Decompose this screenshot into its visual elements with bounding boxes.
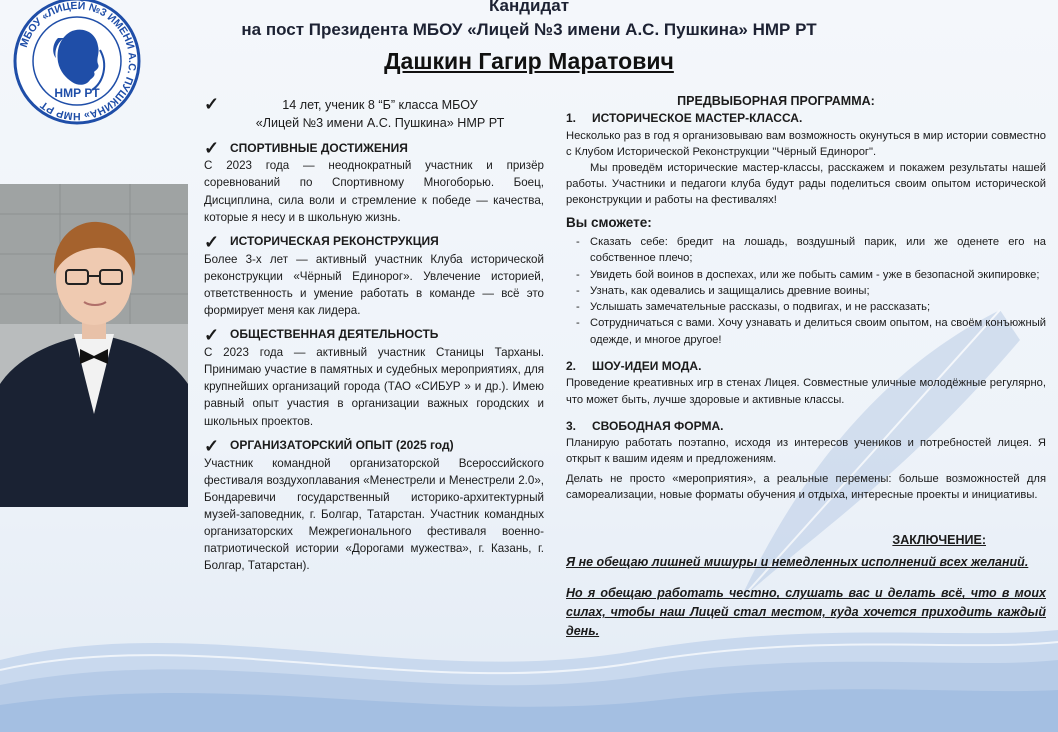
section-title: СПОРТИВНЫЕ ДОСТИЖЕНИЯ	[230, 140, 408, 155]
section-title: ОРГАНИЗАТОРСКИЙ ОПЫТ (2025 год)	[230, 437, 454, 452]
section-number: 2.	[566, 358, 577, 373]
check-icon: ✓	[204, 325, 220, 346]
section-heading	[204, 140, 544, 158]
candidate-name: Дашкин Гагир Маратович	[384, 48, 674, 74]
intro-line-2: «Лицей №3 имени А.С. Пушкина» НМР РТ	[255, 116, 505, 131]
section-text: С 2023 года — неоднократный участник и призёр соревнований по Спортивному Многоборью. Боец, Дисциплина, сила воли и стремление к победе — качества, которые я несу и в школьную жизнь.	[204, 159, 544, 224]
check-icon: ✓	[204, 138, 220, 159]
list-item: - Сотрудничаться с вами. Хочу узнавать и делиться своим опытом, на своём конъюжный одежде, и многое другое!	[566, 315, 1046, 347]
logo-bottom-text: НМР РТ	[54, 86, 100, 100]
program-text: Делать не просто «мероприятия», а реальные перемены: больше возможностей для самореализации, новые форматы обучения и отдыха, интересные проекты и инициативы.	[566, 472, 1046, 501]
candidate-photo	[0, 184, 188, 507]
list-item: - Узнать, как одевались и защищались древние воины;	[566, 283, 1046, 299]
left-column	[204, 96, 544, 575]
right-column	[566, 92, 1046, 653]
check-icon: ✓	[204, 435, 220, 456]
logo-ring-text: МБОУ «ЛИЦЕЙ №3 ИМЕНИ А.С. ПУШКИНА» НМР РТ	[17, 0, 139, 123]
section-heading	[204, 437, 544, 455]
program-title: ПРЕДВЫБОРНАЯ ПРОГРАММА:	[677, 94, 875, 108]
program-section-heading	[566, 358, 1046, 375]
section-title: ШОУ-ИДЕИ МОДА.	[592, 358, 702, 373]
header-title: Кандидат	[488, 0, 570, 15]
program-section-heading	[566, 110, 1046, 127]
check-icon: ✓	[204, 94, 220, 114]
conclusion-title: ЗАКЛЮЧЕНИЕ:	[892, 533, 986, 548]
lyceum-logo	[12, 0, 142, 129]
program-text: Планирую работать поэтапно, исходя из интересов учеников и потребностей лицея. Я открыт к вашим идеям и предложениям.	[566, 437, 1046, 466]
section-title: СВОБОДНАЯ ФОРМА.	[592, 418, 724, 433]
section-text: Участник командной организаторской Всероссийского фестиваля воздухоплавания «Менестрели и Менестрели 2.0», Бондаревичи государственный историко-архитектурный музей-заповедник, г. Болгар, Татарстан. Участник командных организаторских Межрегионального фестиваля военно-патриотической истории «Дорогами мужества», г. Казань, г. Болгар, Татарстан).	[204, 456, 544, 573]
program-text: Проведение креативных игр в стенах Лицея. Совместные уличные молодёжные регулярно, что может быть, лучше здоровые и активные классы.	[566, 377, 1046, 406]
section-text: С 2023 года — активный участник Станицы Тарханы. Принимаю участие в памятных и судебных мероприятиях, для крупнейших организаций города (ТАО «СИБУР » и др.). Имею равный опыт участия в организации важных городских и школьных проектов.	[204, 346, 544, 428]
section-title: ИСТОРИЧЕСКОЕ МАСТЕР-КЛАССА.	[592, 111, 803, 126]
header-subtitle: на пост Президента МБОУ «Лицей №3 имени А.С. Пушкина» НМР РТ	[241, 20, 817, 39]
program-section-heading	[566, 418, 1046, 435]
section-number: 1.	[566, 111, 577, 126]
you-can-heading: Вы сможете:	[566, 214, 652, 230]
section-heading	[204, 233, 544, 251]
list-item: - Увидеть бой воинов в доспехах, или же побыть самим - уже в безопасной экипировке;	[566, 267, 1046, 283]
section-title: ИСТОРИЧЕСКАЯ РЕКОНСТРУКЦИЯ	[230, 233, 439, 248]
list-item: - Услышать замечательные рассказы, о подвигах, и не рассказать;	[566, 299, 1046, 315]
list-item: - Сказать себе: бредит на лошадь, воздушный парик, или же оденете его на собственное плечо;	[566, 234, 1046, 266]
intro-block	[204, 96, 544, 133]
check-icon: ✓	[204, 231, 220, 252]
program-text: Несколько раз в год я организовываю вам возможность окунуться в мир истории совместно с Клубом Исторической Реконструкции "Чёрный Единорог".	[566, 129, 1046, 158]
section-heading	[204, 326, 544, 344]
section-text: Более 3-х лет — активный участник Клуба исторической реконструкции «Чёрный Единорог». Увлечение историей, ответственность и умение работать в команде — всё это формирует меня как лидера.	[204, 252, 544, 318]
conclusion-text: Я не обещаю лишней мишуры и немедленных исполнений всех желаний.	[566, 555, 1029, 570]
benefits-list	[566, 234, 1046, 348]
program-text: Мы проведём исторические мастер-классы, расскажем и покажем результаты нашей работы. Участники и педагоги клуба будут рады поделиться своим опытом исторической реконструкции и работы на фестивалях!	[566, 161, 1046, 207]
section-title: ОБЩЕСТВЕННАЯ ДЕЯТЕЛЬНОСТЬ	[230, 327, 439, 342]
section-number: 3.	[566, 418, 577, 433]
conclusion-text: Но я обещаю работать честно, слушать вас и делать всё, что в моих силах, чтобы наш Лицей стал местом, куда хочется приходить каждый день.	[566, 586, 1046, 638]
intro-line-1: 14 лет, ученик 8 “Б” класса МБОУ	[282, 98, 478, 112]
